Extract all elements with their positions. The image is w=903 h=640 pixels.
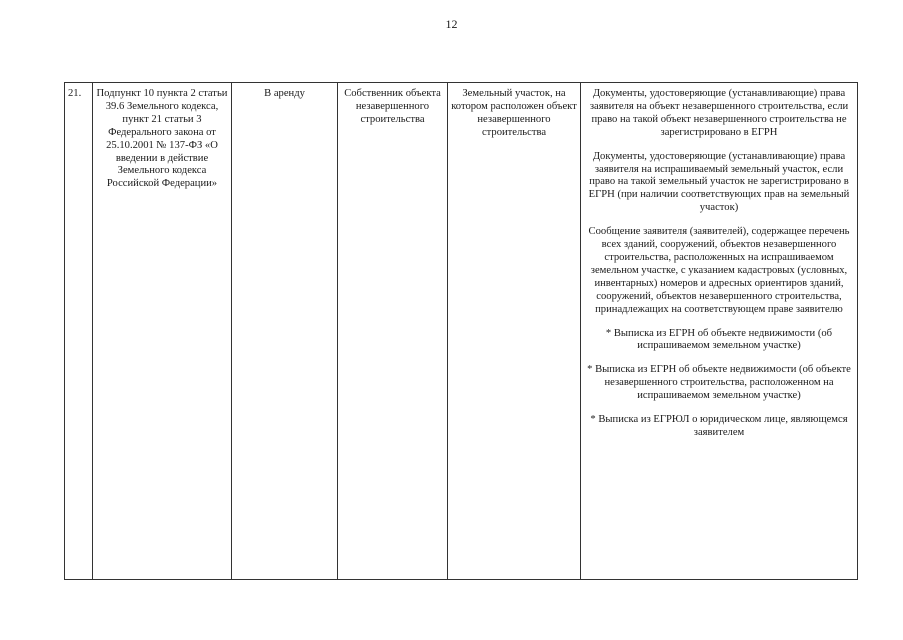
table-row — [65, 83, 858, 580]
row-number-cell: 21. — [65, 83, 93, 580]
document-item: Документы, удостоверяющие (устанавливающие) права заявителя на объект незавершенного строительства, если право на такой объект незавершенного строительства не зарегистрировано в ЕГРН — [589, 88, 849, 138]
document-item: * Выписка из ЕГРН об объекте недвижимости (об объекте незавершенного строительства, расположенном на испрашиваемом земельном участке) — [587, 364, 851, 402]
legal-basis-cell: Подпункт 10 пункта 2 статьи 39.6 Земельного кодекса, пункт 21 статьи 3 Федерального закона от 25.10.2001 № 137-ФЗ «О введении в действие Земельного кодекса Российской Федерации» — [93, 83, 232, 580]
grant-form-cell: В аренду — [232, 83, 338, 580]
document-item: * Выписка из ЕГРЮЛ о юридическом лице, являющемся заявителем — [590, 414, 848, 438]
document-item: Сообщение заявителя (заявителей), содержащее перечень всех зданий, сооружений, объектов незавершенного строительства, расположенных на испрашиваемом земельном участке, с указанием кадастровых (условных, инвентарных) номеров и адресных ориентиров зданий, сооружений, объектов незавершенного строительства, принадлежащих на соответствующем праве заявителю — [588, 226, 850, 315]
document-item: Документы, удостоверяющие (устанавливающие) права заявителя на испрашиваемый земельный участок, если право на такой земельный участок не зарегистрировано в ЕГРН (при наличии соответствующих прав на земельный участок) — [588, 150, 850, 214]
applicant-cell: Собственник объекта незавершенного строительства — [338, 83, 448, 580]
services-table — [64, 82, 858, 580]
document-item: * Выписка из ЕГРН об объекте недвижимости (об испрашиваемом земельном участке) — [605, 327, 833, 352]
page-number: 12 — [445, 17, 458, 31]
land-object-cell: Земельный участок, на котором расположен объект незавершенного строительства — [448, 83, 581, 580]
documents-cell — [581, 83, 858, 580]
